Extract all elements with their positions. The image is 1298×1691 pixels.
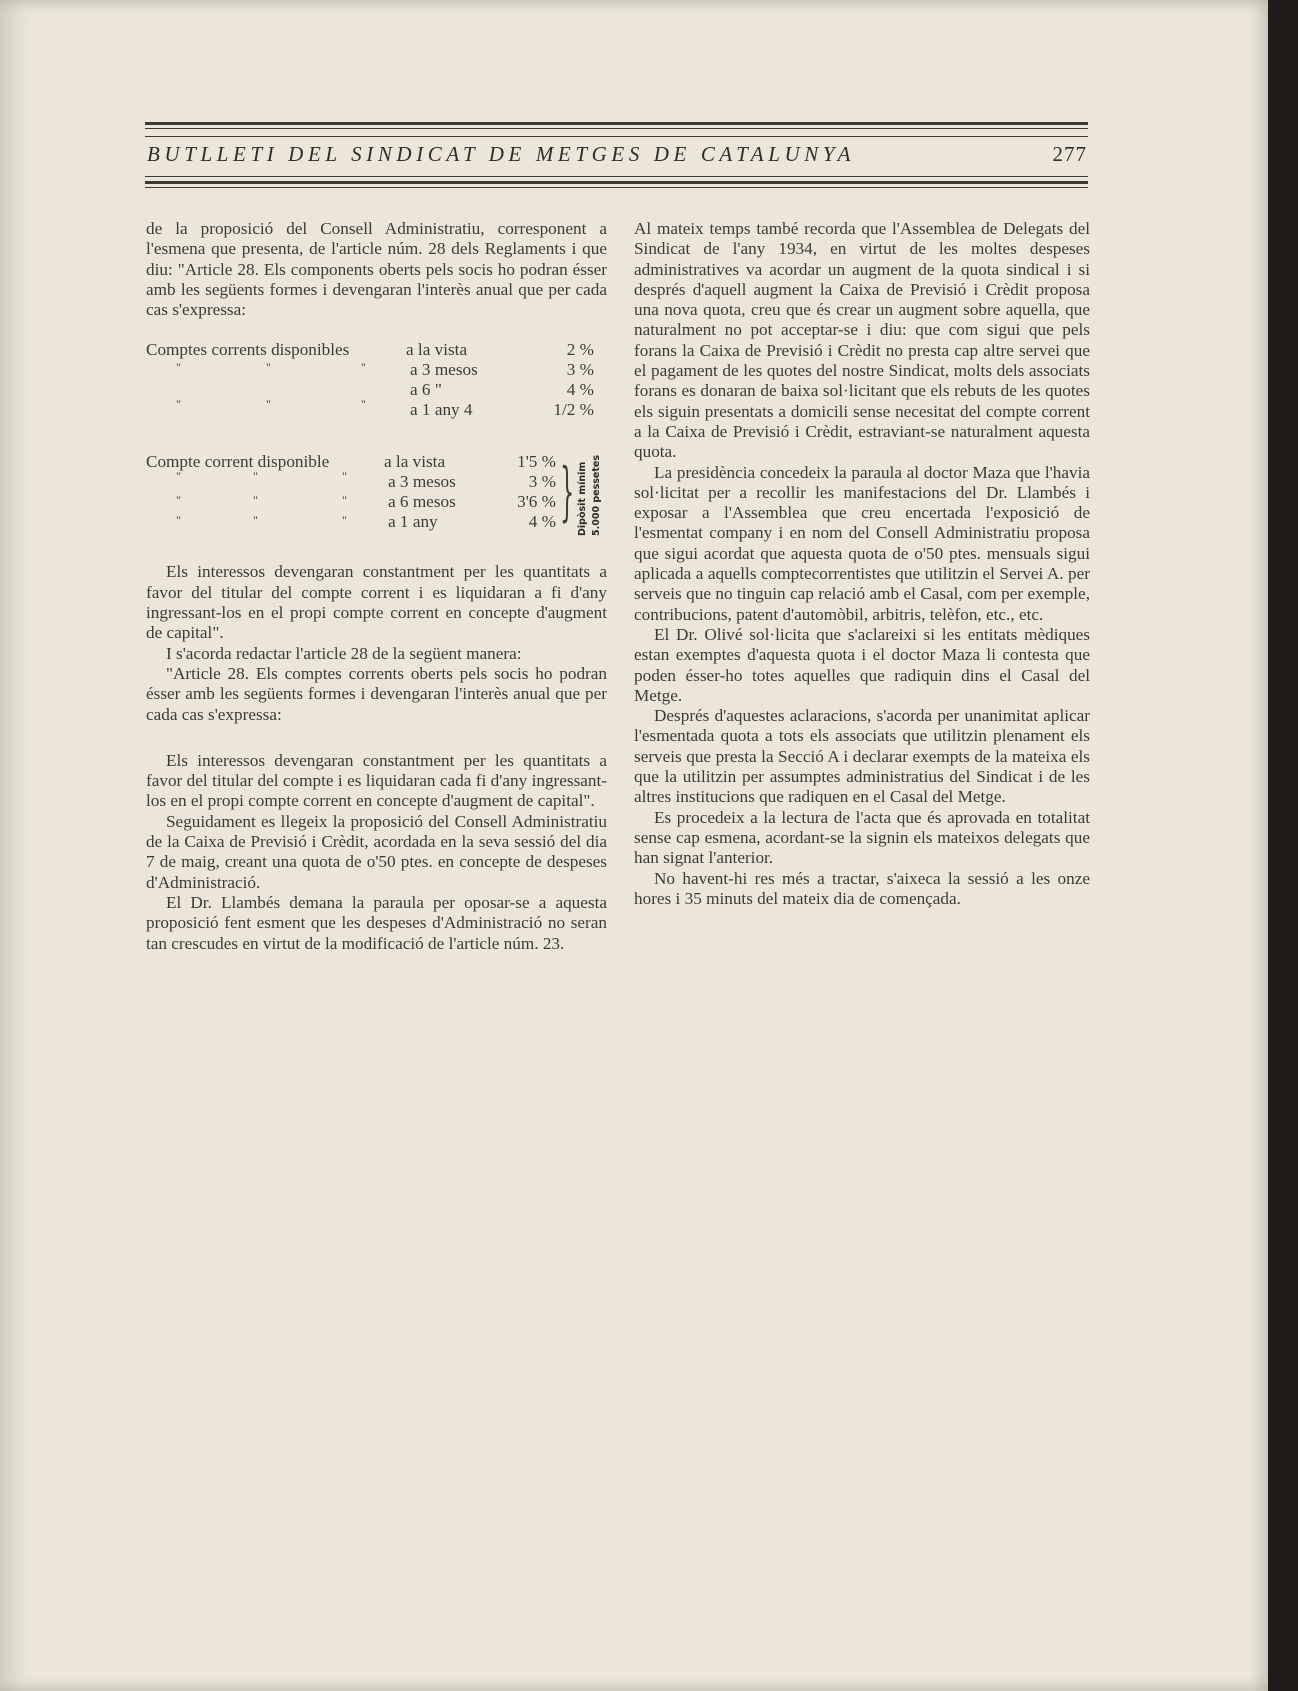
paragraph: Després d'aquestes aclaracions, s'acorda per unanimitat aplicar l'esmentada quota a tots els associats que utilitzin plenament els serveis que presta la Secció A i declarar exempts de la mateixa els que la utilitzin per assumptes administratius del Sindicat i de les altres institucions que radiquen en el Casal del Metge. (634, 706, 1090, 807)
rate-value: 4 % (566, 380, 594, 400)
rate-term: a 1 any (388, 512, 438, 532)
rate-term: a 3 mesos (410, 360, 478, 380)
ditto-mark: " (361, 360, 366, 375)
paragraph: No havent-hi res més a tractar, s'aixeca la sessió a les onze hores i 35 minuts del mateix dia de començada. (634, 868, 1090, 908)
paragraph: "Article 28. Els comptes corrents oberts pels socis ho podran ésser amb les següents formes i devengaran l'interès anual que per cada cas s'expressa: (146, 663, 607, 724)
paragraph: Els interessos devengaran constantment per les quantitats a favor del titular del compte corrent i es liquidaran a fi d'any ingressant-los en el propi compte corrent en concepte d'augment de capital". (146, 562, 607, 643)
paragraph: Es procedeix a la lectura de l'acta que és aprovada en totalitat sense cap esmena, acordant-se la signin els mateixos delegats que han signat l'anterior. (634, 807, 1090, 868)
ditto-mark: " (342, 513, 347, 528)
rate-term: a la vista (384, 452, 446, 472)
rate-value: 1/2 % (553, 400, 594, 420)
ditto-mark: " (266, 397, 271, 412)
ditto-mark: " (176, 360, 181, 375)
rate-value: 3'6 % (517, 492, 556, 512)
rate-term: a la vista (406, 340, 468, 360)
paragraph: I s'acorda redactar l'article 28 de la següent manera: (166, 643, 522, 663)
running-header (147, 142, 1087, 174)
deposit-note-line1: Dipòsit mínim (577, 462, 588, 537)
deposit-note-line2: 5.000 pessetes (591, 455, 602, 537)
ditto-mark: " (176, 493, 181, 508)
rates-table-1 (146, 340, 607, 422)
left-column (146, 219, 607, 954)
header-rule-top-thin (145, 128, 1088, 129)
paragraph: El Dr. Llambés demana la paraula per oposar-se a aquesta proposició fent esment que les despeses d'Administració no seran tan crescudes en virtut de la modificació de l'article núm. 23. (146, 892, 607, 953)
rates-label: Compte corrent disponible (146, 452, 330, 472)
paragraph: El Dr. Olivé sol·licita que s'aclareixi si les entitats mèdiques estan exemptes d'aquesta quota i el doctor Maza li contesta que poden ésser-ho totes aquelles que radiquin dins el Casal del Metge. (634, 624, 1090, 705)
rate-term: a 3 mesos (388, 472, 456, 492)
rate-term: a 6 mesos (388, 492, 456, 512)
ditto-mark: " (253, 513, 258, 528)
paragraph: La presidència concedeix la paraula al doctor Maza que l'havia sol·licitat per a recollir les manifestacions del Dr. Llambés i exposar a l'Assemblea que creu encertada l'exposició de l'esmentat company i en nom del Consell Administratiu proposa que sigui acordat que aquesta quota de o'50 ptes. mensuals sigui aplicada a aquells comptecorrentistes que utilitzin el Servei A. per serveis que no tinguin cap relació amb el Casal, com per exemple, contribucions, patent d'automòbil, arbitris, telèfon, etc., etc. (634, 462, 1090, 624)
rate-value: 3 % (528, 472, 556, 492)
right-column (634, 219, 1090, 909)
ditto-mark: " (176, 513, 181, 528)
ditto-mark: " (361, 397, 366, 412)
ditto-mark: " (253, 469, 258, 484)
journal-title: BUTLLETI DEL SINDICAT DE METGES DE CATALUNYA (147, 142, 856, 166)
ditto-mark: " (266, 360, 271, 375)
rate-value: 1'5 % (517, 452, 556, 472)
rate-term: a 6 " (410, 380, 442, 400)
brace-icon: } (560, 455, 575, 530)
rate-value: 3 % (566, 360, 594, 380)
ditto-mark: " (253, 493, 258, 508)
rates-table-2 (146, 452, 607, 538)
header-rule-bottom-thick (145, 181, 1088, 184)
paragraph: de la proposició del Consell Administratiu, corresponent a l'esmena que presenta, de l'article núm. 28 dels Reglaments i que diu: "Article 28. Els components oberts pels socis ho podran ésser amb les següents formes i devengaran l'interès anual que per cada cas s'expressa: (146, 219, 607, 320)
ditto-mark: " (342, 493, 347, 508)
rate-term: a 1 any 4 (410, 400, 473, 420)
ditto-mark: " (342, 469, 347, 484)
page-number: 277 (1052, 142, 1087, 166)
rates-label: Comptes corrents disponibles (146, 340, 350, 360)
header-rule-mid (145, 136, 1088, 137)
ditto-mark: " (176, 397, 181, 412)
rate-value: 2 % (566, 340, 594, 360)
ditto-mark: " (176, 469, 181, 484)
header-rule-bottom-thin (145, 176, 1088, 177)
rate-value: 4 % (528, 512, 556, 532)
paragraph: Els interessos devengaran constantment per les quantitats a favor del titular del compte i es liquidaran cada fi d'any ingressant-los en el propi compte corrent en concepte d'augment de capital". (146, 750, 607, 811)
paragraph: Seguidament es llegeix la proposició del Consell Administratiu de la Caixa de Previsió i Crèdit, acordada en la seva sessió del dia 7 de maig, creant una quota de o'50 ptes. en concepte de despeses d'Administració. (146, 811, 607, 892)
paragraph: Al mateix temps també recorda que l'Assemblea de Delegats del Sindicat de l'any 1934, en virtut de les moltes despeses administratives va acordar un augment de la quota sindical i si després d'aquell augment la Caixa de Previsió i Crèdit proposa una nova quota, creu que és crear un augment sobre aquella, que naturalment no pot acceptar-se i diu: que com sigui que pels forans la Caixa de Previsió i Crèdit no presta cap altre servei que el pagament de les quotes del nostre Sindicat, molts dels associats forans es donaran de baixa sol·licitant que els rebuts de les quotes els siguin presentats a domicili sense necesitat del compte corrent a la Caixa de Previsió i Crèdit, estraviant-se naturalment aquesta quota. (634, 219, 1090, 462)
header-rule-bottom-thin2 (145, 187, 1088, 188)
header-rule-top-thick (145, 122, 1088, 125)
scan-background-edge (1268, 0, 1298, 1691)
